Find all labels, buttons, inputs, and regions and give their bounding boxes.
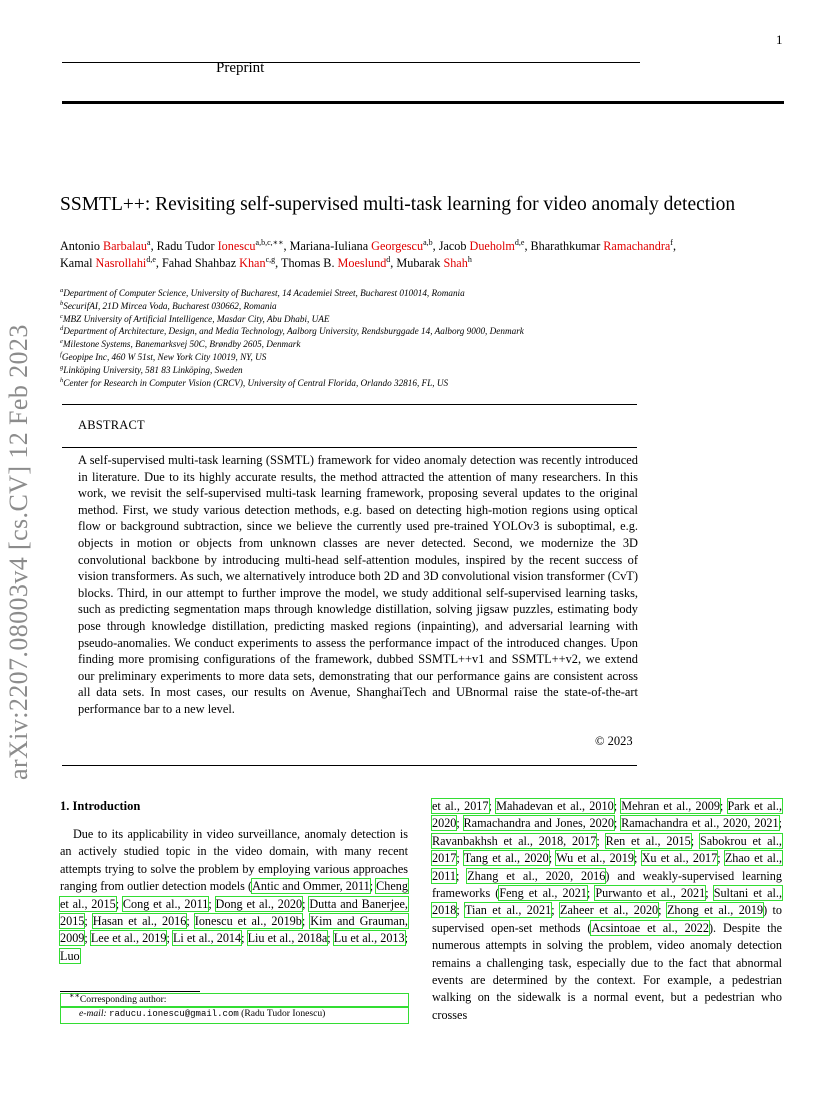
affiliation-text: Linköping University, 581 83 Linköping, Sweden bbox=[63, 364, 243, 375]
author-last-name[interactable]: Khan bbox=[239, 256, 266, 270]
citation-link[interactable]: Li et al., 2014 bbox=[172, 931, 242, 946]
footnote-marker: ∗∗ bbox=[69, 990, 80, 1000]
email-owner: (Radu Tudor Ionescu) bbox=[241, 1008, 326, 1019]
citation-link[interactable]: Kim and Grauman, 2009 bbox=[60, 914, 408, 946]
footnote-rule bbox=[60, 991, 200, 992]
affiliation-item bbox=[60, 377, 780, 390]
citation-link[interactable]: Mehran et al., 2009 bbox=[621, 799, 720, 813]
author-last-name[interactable]: Nasrollahi bbox=[95, 256, 147, 270]
citation-link[interactable]: Ravanbakhsh et al., 2018, 2017 bbox=[432, 833, 597, 848]
citation-link[interactable]: Sultani et al., 2018 bbox=[432, 886, 782, 918]
author-last-name[interactable]: Ramachandra bbox=[603, 239, 671, 253]
citation-link[interactable]: Park et al., 2020 bbox=[432, 799, 782, 831]
affiliation-text: Department of Computer Science, University of Bucharest, 14 Academiei Street, Bucharest 010014, Romania bbox=[63, 288, 465, 298]
header-rule bbox=[62, 62, 640, 63]
citation-link[interactable]: Ren et al., 2015 bbox=[605, 833, 691, 848]
copyright: © 2023 bbox=[595, 734, 633, 748]
citation-link[interactable]: Mahadevan et al., 2010 bbox=[496, 799, 614, 813]
citation-link[interactable]: Zaheer et al., 2020 bbox=[560, 903, 659, 918]
author: Thomas B. Moeslund$^d$, bbox=[281, 254, 397, 270]
author: Mubarak Shah$^h$ bbox=[396, 254, 472, 270]
author-affiliation-mark: a bbox=[147, 237, 151, 247]
affiliation-item bbox=[60, 313, 780, 326]
citation-link[interactable]: Cheng et al., 2015 bbox=[60, 879, 408, 911]
affiliation-item bbox=[60, 325, 780, 338]
affiliation-tag: b bbox=[60, 299, 64, 307]
author: Antonio Barbalau$^a$, bbox=[60, 237, 157, 253]
citation-link[interactable]: Ramachandra and Jones, 2020 bbox=[463, 816, 614, 831]
abstract-text: A self-supervised multi-task learning (SSMTL) framework for video anomaly detection was recently introduced in literature. Due to its highly accurate results, the method attracted the attention of many researchers. In this work, we revisit the self-supervised multi-task learning framework, proposing several updates to the original method. First, we study various detection methods, e.g. based on detecting high-motion regions using optical flow or background subtraction, since we believe the currently used pre-trained YOLOv3 is suboptimal, e.g. objects in motion or objects from unknown classes are never detected. Second, we modernize the 3D convolutional backbone by introducing multi-head self-attention modules, inspired by the recent success of vision transformers. As such, we alternatively introduce both 2D and 3D convolutional vision transformer (CvT) blocks. Third, in our attempt to further improve the model, we study additional self-supervised learning tasks, such as predicting segmentation maps through knowledge distillation, solving jigsaw puzzles, estimating body pose through knowledge distillation, predicting masked regions (inpainting), and adversarial learning with pseudo-anomalies. We conduct experiments to assess the performance impact of the introduced changes. Upon finding more promising configurations of the framework, dubbed SSMTL++v1 and SSMTL++v2, we extend our preliminary experiments to more data sets, demonstrating that our performance gains are consistent across all data sets. In most cases, our results on Avenue, ShanghaiTech and UBnormal raise the state-of-the-art performance bar to a new level. bbox=[78, 453, 638, 716]
affiliation-item bbox=[60, 364, 780, 377]
preprint-label: Preprint bbox=[216, 60, 265, 76]
abstract-heading-rule bbox=[62, 447, 637, 448]
intro-left-column: Due to its applicability in video surveillance, anomaly detection is an actively studied topic in the video domain, with many recent attempts trying to solve the problem by employing various approaches ranging from outlier detection models (Antic and Ommer, 2011; Cheng et al., 2015; Cong et al., 2011; Dong et al., 2020; Dutta and Banerjee, 2015; Hasan et al., 2016; Ionescu et al., 2019b; Kim and Grauman, 2009; Lee et al., 2019; Li et al., 2014; Liu et al., 2018a; Lu et al., 2013; Luo bbox=[60, 827, 409, 963]
author-affiliation-mark: h bbox=[467, 254, 472, 264]
affiliation-tag: c bbox=[60, 312, 63, 320]
citation-link[interactable]: Lee et al., 2019 bbox=[90, 931, 167, 946]
citation-link[interactable]: Ionescu et al., 2019b bbox=[194, 914, 302, 929]
citation-link[interactable]: Antic and Ommer, 2011 bbox=[252, 879, 370, 894]
affiliation-text: SecurifAI, 21D Mircea Voda, Bucharest 030662, Romania bbox=[63, 300, 277, 311]
author-last-name[interactable]: Dueholm bbox=[469, 239, 515, 253]
author-affiliation-mark: d,e bbox=[514, 237, 525, 247]
affiliation-item bbox=[60, 287, 780, 300]
author: Bharathkumar Ramachandra$^f$, bbox=[530, 237, 677, 253]
affiliation-text: MBZ University of Artificial Intelligence, Masdar City, Abu Dhabi, UAE bbox=[62, 313, 330, 324]
section-heading-introduction: 1. Introduction bbox=[60, 799, 141, 813]
abstract-top-rule bbox=[62, 404, 637, 405]
affiliation-tag: f bbox=[60, 350, 62, 358]
header-thick-rule bbox=[62, 101, 784, 104]
affiliation-item bbox=[60, 300, 780, 313]
author: Radu Tudor Ionescu$^{a,b,c,∗∗}$, bbox=[156, 237, 290, 253]
citation-link[interactable]: Hasan et al., 2016 bbox=[92, 914, 187, 929]
citation-link[interactable]: Purwanto et al., 2021 bbox=[595, 886, 706, 901]
author-affiliation-mark: f bbox=[670, 237, 673, 247]
author-affiliation-mark: a,b,c,∗∗ bbox=[255, 237, 284, 247]
author-affiliation-mark: a,b bbox=[423, 237, 433, 247]
citation-link[interactable]: Xu et al., 2017 bbox=[641, 851, 718, 866]
author-last-name[interactable]: Shah bbox=[443, 256, 468, 270]
citation-link[interactable]: Zhang et al., 2020, 2016 bbox=[467, 868, 606, 883]
affiliation-list bbox=[60, 287, 780, 389]
author-last-name[interactable]: Ionescu bbox=[217, 239, 256, 253]
citation-link[interactable]: Dutta and Banerjee, 2015 bbox=[60, 896, 408, 929]
affiliation-tag: a bbox=[60, 286, 64, 294]
author-last-name[interactable]: Moeslund bbox=[337, 256, 387, 270]
author-affiliation-mark: c,g bbox=[265, 254, 276, 264]
affiliation-tag: g bbox=[60, 363, 64, 371]
affiliation-item bbox=[60, 338, 780, 351]
intro-right-column: et al., 2017; Mahadevan et al., 2010; Mehran et al., 2009; Park et al., 2020; Ramachandra and Jones, 2020; Ramachandra et al., 2020, 2021; Ravanbakhsh et al., 2018, 2017; Ren et al., 2015; Sabokrou et al., 2017; Tang et al., 2020; Wu et al., 2019; Xu et al., 2017; Zhao et al., 2011; Zhang et al., 2020, 2016) and weakly-supervised learning frameworks (Feng et al., 2021; Purwanto et al., 2021; Sultani et al., 2018; Tian et al., 2021; Zaheer et al., 2020; Zhong et al., 2019) to supervised open-set methods (Acsintoae et al., 2022). Despite the numerous attempts in solving the problem, video anomaly detection remains a challenging task, especially due to the fact that abnormal events are determined by the context. For example, a pedestrian walking on the sidewalk is a normal event, but a pedestrian who crosses bbox=[432, 799, 783, 1022]
citation-link[interactable]: Luo bbox=[60, 948, 80, 963]
citation-link[interactable]: Cong et al., 2011 bbox=[122, 896, 209, 911]
email-label: e-mail: bbox=[79, 1008, 107, 1019]
footnote-email-line[interactable] bbox=[60, 1007, 409, 1024]
citation-link[interactable]: et al., 2017 bbox=[432, 799, 489, 813]
citation-link[interactable]: Wu et al., 2019 bbox=[556, 851, 634, 866]
citation-link[interactable]: Sabokrou et al., 2017 bbox=[432, 833, 782, 866]
author: Mariana-Iuliana Georgescu$^{a,b}$, bbox=[289, 237, 439, 253]
affiliation-tag: h bbox=[60, 376, 64, 384]
affiliation-text: Geopipe Inc, 460 W 51st, New York City 10019, NY, US bbox=[61, 351, 267, 362]
paper-title: SSMTL++: Revisiting self-supervised multi-task learning for video anomaly detection bbox=[60, 194, 736, 215]
citation-link[interactable]: Ramachandra et al., 2020, 2021 bbox=[621, 816, 779, 831]
citation-link[interactable]: Liu et al., 2018a bbox=[247, 931, 328, 946]
author-affiliation-mark: d bbox=[386, 254, 391, 264]
email-link[interactable]: raducu.ionescu@gmail.com bbox=[109, 1009, 239, 1019]
author: Jacob Dueholm$^{d,e}$, bbox=[438, 237, 531, 253]
author-last-name[interactable]: Georgescu bbox=[371, 239, 424, 253]
citation-link[interactable]: Zhong et al., 2019 bbox=[666, 903, 764, 918]
affiliation-text: Milestone Systems, Banemarksvej 50C, Brøndby 2605, Denmark bbox=[62, 339, 301, 350]
author: Kamal Nasrollahi$^{d,e}$, bbox=[60, 254, 162, 270]
author: Fahad Shahbaz Khan$^{c,g}$, bbox=[161, 254, 281, 270]
author-last-name[interactable]: Barbalau bbox=[103, 239, 147, 253]
author-affiliation-mark: d,e bbox=[146, 254, 156, 264]
affiliation-tag: d bbox=[60, 325, 64, 333]
citation-link[interactable]: Feng et al., 2021 bbox=[499, 886, 587, 901]
author-list bbox=[60, 238, 780, 272]
citation-link[interactable]: Lu et al., 2013 bbox=[333, 931, 405, 946]
abstract-bottom-rule bbox=[62, 765, 637, 766]
citation-link[interactable]: Tian et al., 2021 bbox=[464, 903, 552, 918]
arxiv-stamp: arXiv:2207.08003v4 [cs.CV] 12 Feb 2023 bbox=[4, 324, 33, 780]
page-number: 1 bbox=[776, 32, 783, 47]
footnote-corresponding-author[interactable] bbox=[60, 990, 409, 1007]
citation-link[interactable]: Dong et al., 2020 bbox=[215, 896, 303, 911]
citation-link[interactable]: Tang et al., 2020 bbox=[463, 851, 549, 866]
citation-link[interactable]: Acsintoae et al., 2022 bbox=[591, 920, 709, 935]
affiliation-text: Department of Architecture, Design, and Media Technology, Aalborg University, Rendsburggade 14, Aalborg 9000, Denmark bbox=[63, 326, 524, 337]
affiliation-item bbox=[60, 351, 780, 364]
affiliation-text: Center for Research in Computer Vision (CRCV), University of Central Florida, Orlando 32816, FL, US bbox=[63, 377, 449, 388]
affiliation-tag: e bbox=[60, 338, 63, 346]
abstract-heading: ABSTRACT bbox=[78, 418, 145, 432]
citation-link[interactable]: Zhao et al., 2011 bbox=[432, 851, 783, 883]
footnote-label: Corresponding author: bbox=[79, 994, 167, 1005]
